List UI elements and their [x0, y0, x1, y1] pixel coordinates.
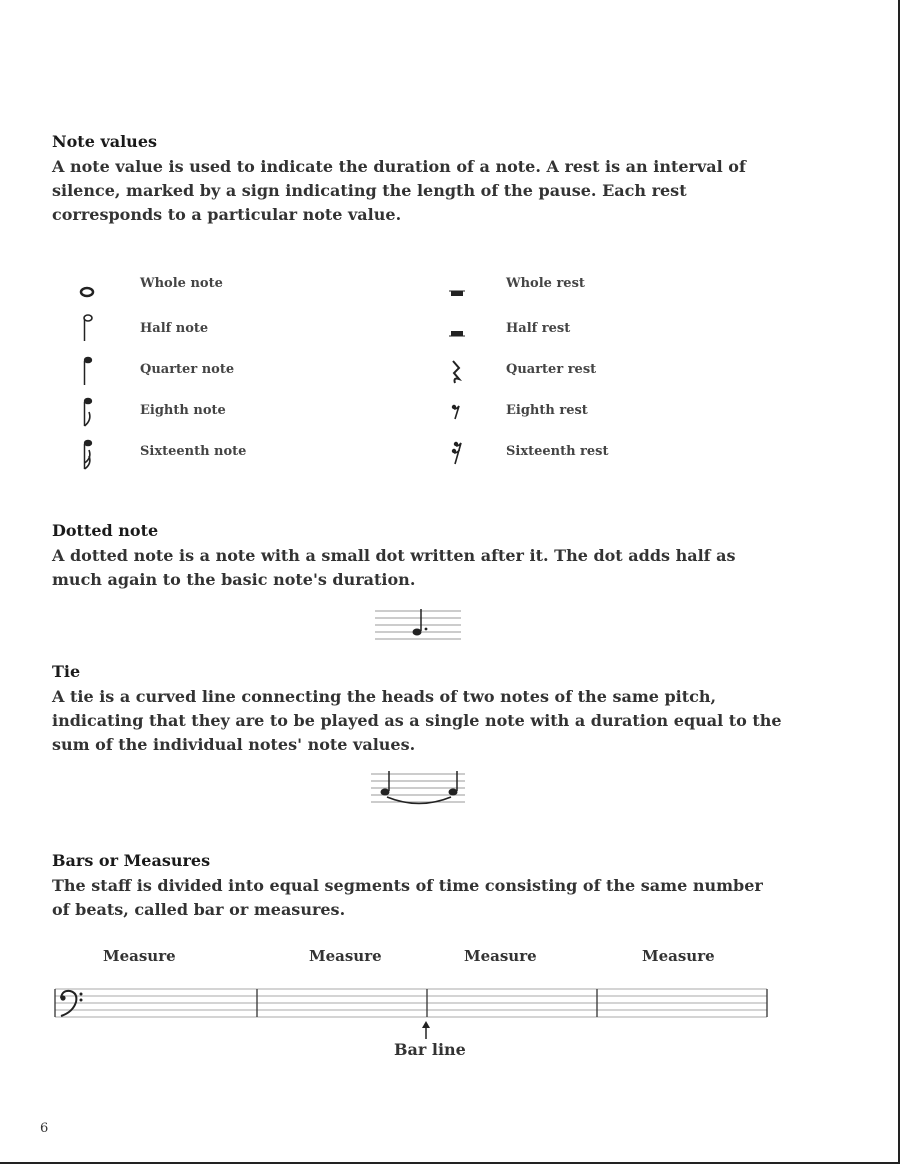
- whole-note-icon: [78, 285, 98, 299]
- rest-label-sixteenth: Sixteenth rest: [506, 444, 609, 459]
- page-number: 6: [40, 1121, 49, 1136]
- whole-rest-icon: [448, 288, 466, 300]
- bar-line-label: Bar line: [394, 1040, 466, 1059]
- note-values-paragraph: A note value is used to indicate the duration of a note. A rest is an interval of silence, marked by a sign indicating the length of the pause. Each rest corresponds to a particular note value.: [52, 157, 746, 224]
- note-label-sixteenth: Sixteenth note: [140, 444, 247, 459]
- quarter-rest-icon: [449, 360, 463, 384]
- quarter-note-icon: [80, 355, 96, 387]
- dotted-note-paragraph: A dotted note is a note with a small dot written after it. The dot adds half as much again to the basic note's duration.: [52, 546, 736, 589]
- note-label-eighth: Eighth note: [140, 403, 226, 418]
- rest-label-half: Half rest: [506, 321, 571, 336]
- rest-label-whole: Whole rest: [506, 276, 585, 291]
- dotted-note-heading: Dotted note: [52, 521, 159, 540]
- half-rest-icon: [448, 328, 466, 340]
- rest-label-eighth: Eighth rest: [506, 403, 588, 418]
- measure-label-3: Measure: [464, 947, 537, 965]
- sixteenth-note-icon: [80, 438, 96, 472]
- bar-line-arrow-icon: [421, 1020, 431, 1040]
- eighth-note-icon: [80, 396, 96, 428]
- tie-staff-example: [371, 770, 465, 810]
- note-label-half: Half note: [140, 321, 209, 336]
- eighth-rest-icon: [449, 403, 463, 421]
- sixteenth-rest-icon: [449, 440, 463, 466]
- dotted-note-staff-example: [375, 607, 461, 645]
- note-values-heading: Note values: [52, 132, 157, 151]
- bars-heading: Bars or Measures: [52, 851, 211, 870]
- measure-label-1: Measure: [103, 947, 176, 965]
- half-note-icon: [80, 313, 96, 343]
- measure-label-2: Measure: [309, 947, 382, 965]
- rest-label-quarter: Quarter rest: [506, 362, 597, 377]
- measures-staff: [52, 986, 772, 1022]
- note-label-whole: Whole note: [140, 276, 223, 291]
- tie-paragraph: A tie is a curved line connecting the heads of two notes of the same pitch, indicating that they are to be played as a single note with a duration equal to the sum of the individual notes' note values.: [52, 687, 782, 754]
- tie-heading: Tie: [52, 662, 81, 681]
- measure-label-4: Measure: [642, 947, 715, 965]
- note-label-quarter: Quarter note: [140, 362, 235, 377]
- bars-paragraph: The staff is divided into equal segments of time consisting of the same number of beats, called bar or measures.: [52, 876, 763, 919]
